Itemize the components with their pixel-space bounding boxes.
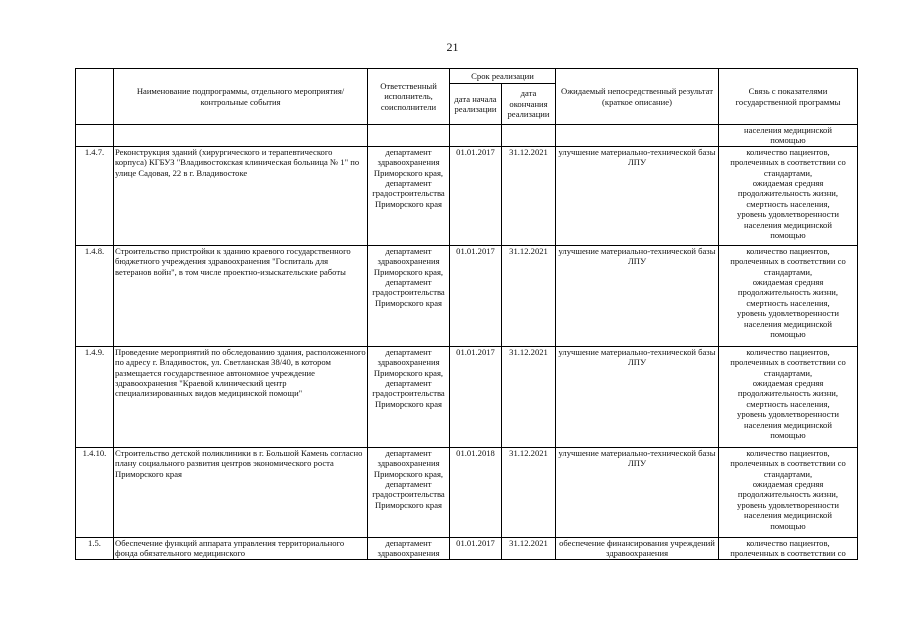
row-number: 1.4.10. bbox=[76, 447, 114, 537]
row-activity-name: Проведение мероприятий по обследованию здания, расположенного по адресу г. Владивосток, ул. Светланская 38/40, в котором размещается государственное автономное учреждение здравоохранения "Краевой клинический центр специализированных видов медицинской помощи" bbox=[114, 346, 368, 447]
row-number: 1.4.9. bbox=[76, 346, 114, 447]
row-start-date: 01.01.2017 bbox=[450, 537, 502, 559]
row-responsible: департамент здравоохранения Приморского края, департамент градостроительства Приморского края bbox=[368, 346, 450, 447]
row-indicator-link: количество пациентов, пролеченных в соответствии со bbox=[719, 537, 858, 559]
row-activity-name: Обеспечение функций аппарата управления территориального фонда обязательного медицинского bbox=[114, 537, 368, 559]
header-number bbox=[76, 69, 114, 125]
row-end-date: 31.12.2021 bbox=[502, 447, 556, 537]
row-start-date: 01.01.2017 bbox=[450, 245, 502, 346]
continuation-link-cell: населения медицинской помощью bbox=[719, 125, 858, 147]
table-row bbox=[76, 447, 858, 537]
row-expected-result: улучшение материально-технической базы ЛПУ bbox=[556, 447, 719, 537]
row-end-date: 31.12.2021 bbox=[502, 346, 556, 447]
row-number: 1.4.7. bbox=[76, 146, 114, 245]
row-indicator-link: количество пациентов, пролеченных в соответствии со стандартами, ожидаемая средняя продолжительность жизни, смертность населения, уровень удовлетворенности населения медицинской помощью bbox=[719, 245, 858, 346]
row-indicator-link: количество пациентов, пролеченных в соответствии со стандартами, ожидаемая средняя продолжительность жизни, смертность населения, уровень удовлетворенности населения медицинской помощью bbox=[719, 146, 858, 245]
row-number: 1.4.8. bbox=[76, 245, 114, 346]
row-indicator-link: количество пациентов, пролеченных в соответствии со стандартами, ожидаемая средняя продолжительность жизни, смертность населения, уровень удовлетворенности населения медицинской помощью bbox=[719, 346, 858, 447]
header-link: Связь с показателями государственной программы bbox=[719, 69, 858, 125]
row-activity-name: Строительство детской поликлиники в г. Большой Камень согласно плану социального развития центров экономического роста Приморского края bbox=[114, 447, 368, 537]
header-start-date: дата начала реализации bbox=[450, 84, 502, 125]
row-expected-result: улучшение материально-технической базы ЛПУ bbox=[556, 346, 719, 447]
header-result: Ожидаемый непосредственный результат (краткое описание) bbox=[556, 69, 719, 125]
row-expected-result: улучшение материально-технической базы ЛПУ bbox=[556, 245, 719, 346]
page-number: 21 bbox=[446, 40, 459, 54]
row-start-date: 01.01.2017 bbox=[450, 346, 502, 447]
header-responsible: Ответственный исполнитель, соисполнители bbox=[368, 69, 450, 125]
row-end-date: 31.12.2021 bbox=[502, 245, 556, 346]
table-row bbox=[76, 346, 858, 447]
activities-table bbox=[75, 68, 858, 560]
row-responsible: департамент здравоохранения Приморского края, департамент градостроительства Приморского края bbox=[368, 146, 450, 245]
header-period: Срок реализации bbox=[450, 69, 556, 84]
row-activity-name: Строительство пристройки к зданию краевого государственного бюджетного учреждения здравоохранения "Госпиталь для ветеранов войн", в том числе проектно-изыскательские работы bbox=[114, 245, 368, 346]
table-row bbox=[76, 245, 858, 346]
table-row-continuation bbox=[76, 125, 858, 147]
row-expected-result: обеспечение финансирования учреждений здравоохранения bbox=[556, 537, 719, 559]
row-activity-name: Реконструкция зданий (хирургического и терапевтического корпуса) КГБУЗ "Владивостокская клиническая больница № 1" по улице Садовая, 22 в г. Владивостоке bbox=[114, 146, 368, 245]
table-row bbox=[76, 146, 858, 245]
header-name: Наименование подпрограммы, отдельного мероприятия/контрольные события bbox=[114, 69, 368, 125]
row-responsible: департамент здравоохранения Приморского края, департамент градостроительства Приморского края bbox=[368, 245, 450, 346]
table-row bbox=[76, 537, 858, 559]
header-end-date: дата окончания реализации bbox=[502, 84, 556, 125]
row-responsible: департамент здравоохранения Приморского края, департамент градостроительства Приморского края bbox=[368, 447, 450, 537]
row-start-date: 01.01.2018 bbox=[450, 447, 502, 537]
row-indicator-link: количество пациентов, пролеченных в соответствии со стандартами, ожидаемая средняя продолжительность жизни, уровень удовлетворенности населения медицинской помощью bbox=[719, 447, 858, 537]
row-end-date: 31.12.2021 bbox=[502, 146, 556, 245]
row-number: 1.5. bbox=[76, 537, 114, 559]
row-start-date: 01.01.2017 bbox=[450, 146, 502, 245]
row-expected-result: улучшение материально-технической базы ЛПУ bbox=[556, 146, 719, 245]
row-responsible: департамент здравоохранения bbox=[368, 537, 450, 559]
row-end-date: 31.12.2021 bbox=[502, 537, 556, 559]
